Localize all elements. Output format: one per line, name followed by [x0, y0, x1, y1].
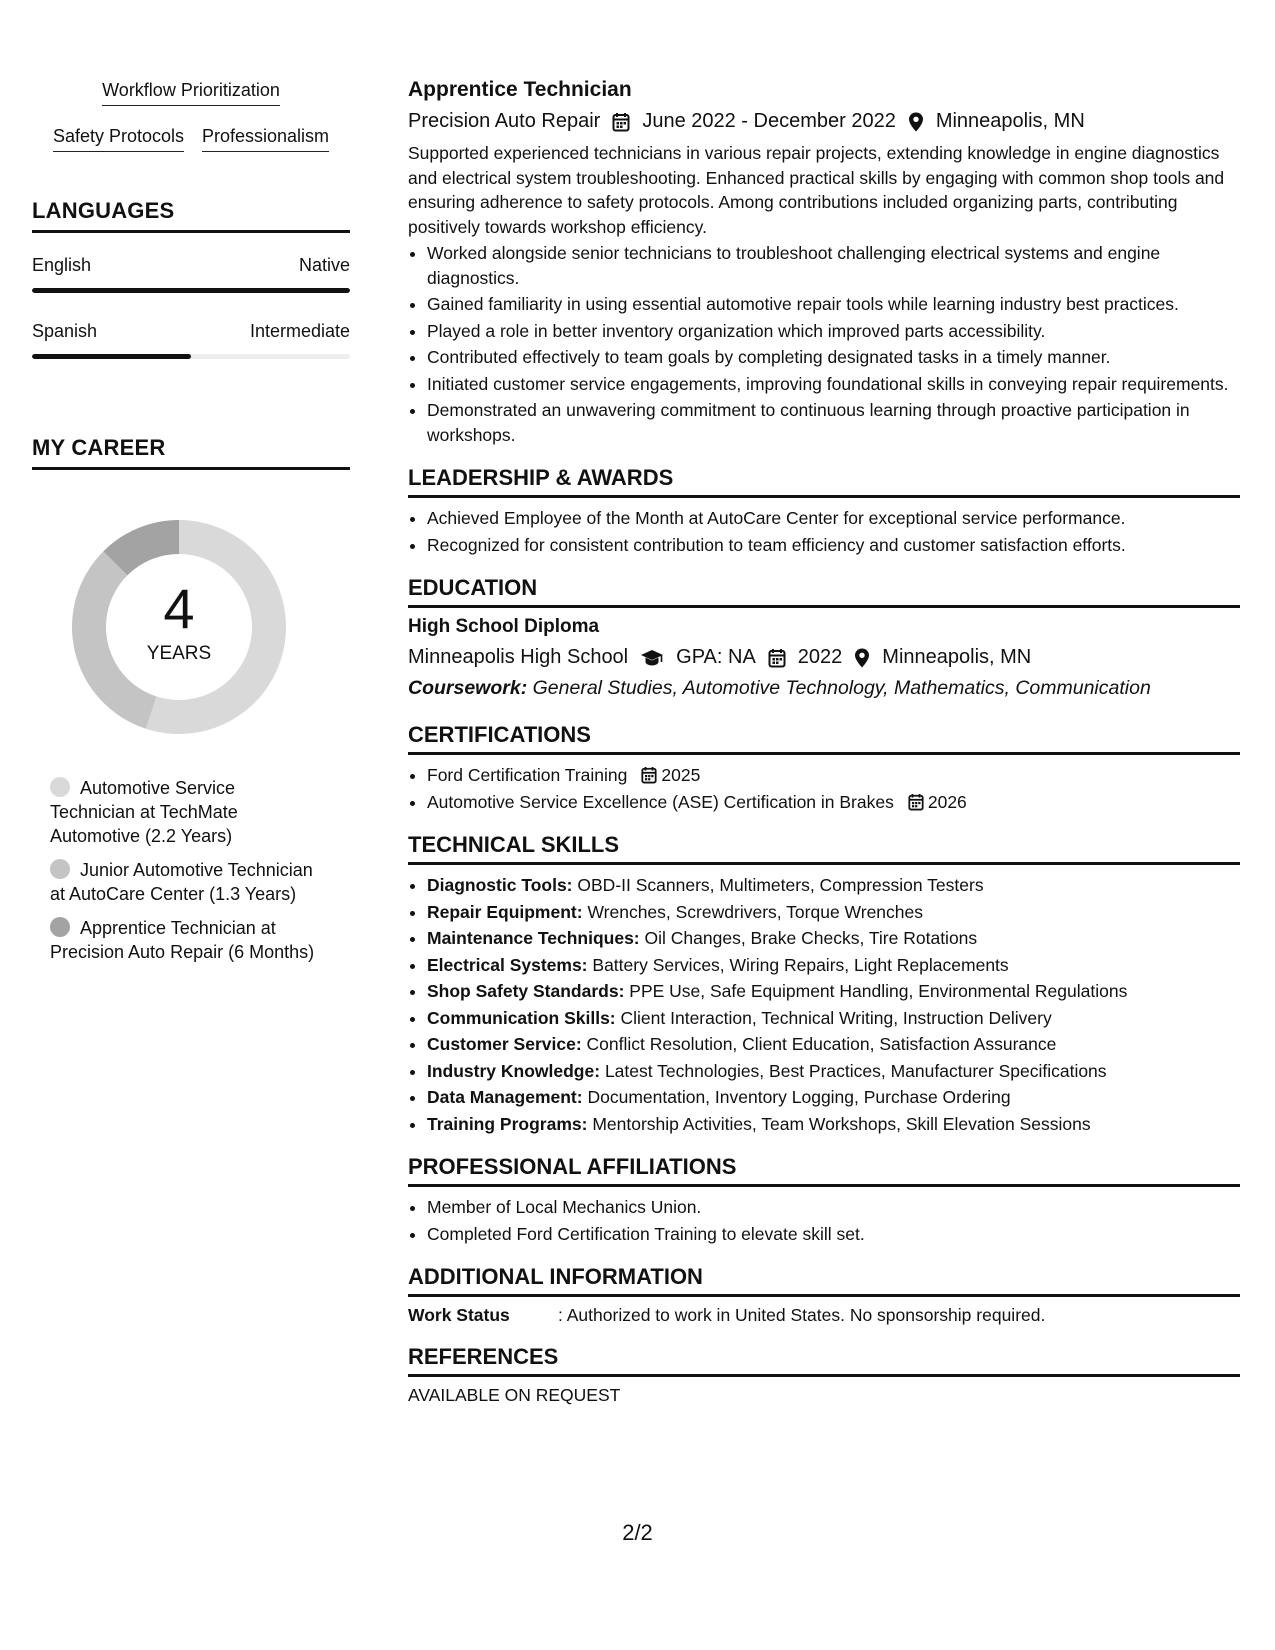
sidebar — [32, 80, 350, 974]
calendar-icon — [612, 112, 630, 132]
education-year: 2022 — [797, 646, 843, 668]
skill-label: Electrical Systems: — [427, 954, 588, 975]
skill-tags-row — [32, 80, 350, 106]
career-legend — [50, 776, 320, 964]
skill-tag: Safety Protocols — [53, 126, 184, 152]
certification-name: • Ford Certification Training — [427, 765, 628, 785]
job-bullet: • Gained familiarity in using essential automotive repair tools while learning industry best practices. — [427, 292, 1240, 317]
work-status-value: : Authorized to work in United States. No sponsorship required. — [558, 1305, 1046, 1325]
skill-label: Data Management: — [427, 1087, 583, 1107]
affiliations-section — [408, 1154, 1240, 1246]
language-item — [32, 255, 350, 293]
skill-tag: Professionalism — [202, 126, 329, 152]
skill-value: Client Interaction, Technical Writing, Instruction Delivery — [620, 1007, 1052, 1028]
skill-item — [427, 873, 1240, 898]
job-bullet: • Initiated customer service engagements, improving foundational skills in conveying repair requirements. — [427, 372, 1240, 397]
education-school: Minneapolis High School — [408, 646, 629, 668]
legend-label: Automotive Service Technician at TechMate Automotive (2.2 Years) — [50, 778, 238, 846]
skill-item — [427, 1112, 1240, 1137]
languages-heading: LANGUAGES — [32, 198, 350, 233]
leadership-item: • Achieved Employee of the Month at AutoCare Center for exceptional service performance. — [427, 506, 1240, 531]
leadership-item: • Recognized for consistent contribution to team efficiency and customer satisfaction efforts. — [427, 533, 1240, 558]
skill-value: OBD-II Scanners, Multimeters, Compression Testers — [577, 875, 984, 895]
job-bullet: • Played a role in better inventory organization which improved parts accessibility. — [427, 319, 1240, 344]
additional-info-heading: ADDITIONAL INFORMATION — [408, 1264, 1240, 1297]
skill-item — [427, 1032, 1240, 1057]
affiliations-heading: PROFESSIONAL AFFILIATIONS — [408, 1154, 1240, 1187]
work-status-label: Work Status — [408, 1305, 510, 1325]
skill-label: Maintenance Techniques: — [427, 928, 640, 948]
skill-item — [427, 979, 1240, 1004]
page-number: 2/2 — [622, 1520, 653, 1545]
job-location: Minneapolis, MN — [935, 110, 1085, 132]
skill-value: Latest Technologies, Best Practices, Manufacturer Specifications — [604, 1060, 1107, 1081]
calendar-icon — [768, 648, 786, 668]
language-level: Native — [298, 255, 350, 275]
skill-value: PPE Use, Safe Equipment Handling, Environmental Regulations — [629, 981, 1128, 1001]
job-meta — [408, 110, 1240, 133]
affiliation-item: • Member of Local Mechanics Union. — [427, 1195, 1240, 1220]
certifications-section — [408, 722, 1240, 814]
language-bar-fill — [32, 288, 350, 293]
career-legend-item — [50, 858, 320, 906]
education-coursework — [408, 677, 1240, 700]
affiliation-item: • Completed Ford Certification Training to elevate skill set. — [427, 1222, 1240, 1247]
education-location: Minneapolis, MN — [882, 646, 1032, 668]
main-content — [408, 78, 1240, 1406]
certification-item — [427, 790, 1240, 815]
location-pin-icon — [854, 648, 870, 668]
work-status-row — [408, 1305, 1240, 1326]
job-company: Precision Auto Repair — [408, 110, 601, 132]
job-bullet: • Contributed effectively to team goals by completing designated tasks in a timely manner. — [427, 345, 1240, 370]
skill-item — [427, 953, 1240, 978]
skill-item — [427, 1085, 1240, 1110]
certification-item — [427, 763, 1240, 788]
skill-label: Repair Equipment: — [427, 901, 583, 922]
language-name: Spanish — [32, 321, 98, 341]
calendar-icon — [908, 793, 924, 811]
job-bullets — [408, 241, 1240, 447]
skill-tags-row — [32, 126, 350, 152]
language-bar — [32, 288, 350, 293]
job-entry — [408, 78, 1240, 447]
skill-label: Training Programs: — [427, 1113, 588, 1134]
career-total-years: 4 — [163, 577, 195, 640]
skill-value: Wrenches, Screwdrivers, Torque Wrenches — [587, 901, 924, 922]
language-item — [32, 321, 350, 359]
skill-item — [427, 900, 1240, 925]
references-section — [408, 1344, 1240, 1406]
skill-tag: Workflow Prioritization — [102, 80, 280, 106]
additional-info-section — [408, 1264, 1240, 1326]
references-text: AVAILABLE ON REQUEST — [408, 1385, 621, 1405]
education-meta — [408, 646, 1240, 669]
skill-label: Customer Service: — [427, 1034, 582, 1054]
certification-year: 2026 — [927, 791, 967, 812]
language-level: Intermediate — [249, 321, 350, 341]
leadership-heading: LEADERSHIP & AWARDS — [408, 465, 1240, 498]
language-bar — [32, 354, 350, 359]
technical-skills-heading: TECHNICAL SKILLS — [408, 832, 1240, 865]
location-pin-icon — [908, 112, 924, 132]
career-heading: MY CAREER — [32, 435, 350, 470]
career-donut-chart — [66, 514, 292, 740]
skill-value: Oil Changes, Brake Checks, Tire Rotations — [644, 928, 978, 948]
coursework-label: Coursework: — [408, 677, 528, 699]
leadership-section — [408, 465, 1240, 557]
skill-value: Battery Services, Wiring Repairs, Light Replacements — [592, 954, 1009, 975]
education-heading: EDUCATION — [408, 575, 1240, 608]
skill-item — [427, 1006, 1240, 1031]
references-heading: REFERENCES — [408, 1344, 1240, 1377]
language-name: English — [32, 255, 92, 275]
certifications-heading: CERTIFICATIONS — [408, 722, 1240, 755]
graduation-cap-icon — [640, 649, 664, 667]
language-bar-fill — [32, 354, 191, 359]
coursework-value: General Studies, Automotive Technology, Mathematics, Communication — [532, 677, 1151, 699]
job-summary: Supported experienced technicians in various repair projects, extending knowledge in engine diagnostics and electrical system troubleshooting. Enhanced practical skills by engaging with common shop tools and ensuring adherence to safety protocols. Among contributions included organizing parts, contributing positively towards workshop efficiency. — [408, 143, 1225, 237]
career-legend-item — [50, 776, 320, 848]
job-bullet: • Demonstrated an unwavering commitment to continuous learning through proactive participation in workshops. — [427, 398, 1240, 447]
certification-year: 2025 — [661, 765, 701, 785]
legend-label: Junior Automotive Technician at AutoCare Center (1.3 Years) — [50, 860, 313, 904]
skill-item — [427, 1059, 1240, 1084]
legend-dot — [50, 917, 70, 937]
education-gpa: GPA: NA — [676, 646, 756, 668]
skill-label: Diagnostic Tools: — [427, 875, 573, 895]
legend-dot — [50, 859, 70, 879]
skill-label: Industry Knowledge: — [427, 1060, 601, 1081]
job-bullet: • Worked alongside senior technicians to troubleshoot challenging electrical systems and engine diagnostics. — [427, 241, 1240, 290]
skill-value: Mentorship Activities, Team Workshops, Skill Elevation Sessions — [592, 1113, 1091, 1134]
calendar-icon — [641, 766, 657, 784]
certification-name: • Automotive Service Excellence (ASE) Certification in Brakes — [427, 791, 894, 812]
legend-dot — [50, 777, 70, 797]
education-degree: High School Diploma — [408, 616, 600, 637]
skill-value: Conflict Resolution, Client Education, Satisfaction Assurance — [586, 1034, 1057, 1054]
job-title: Apprentice Technician — [408, 78, 632, 101]
skill-value: Documentation, Inventory Logging, Purchase Ordering — [587, 1087, 1011, 1107]
career-legend-item — [50, 916, 320, 964]
job-dates: June 2022 - December 2022 — [642, 110, 896, 132]
education-section — [408, 575, 1240, 700]
legend-label: Apprentice Technician at Precision Auto Repair (6 Months) — [50, 918, 315, 962]
skill-label: Shop Safety Standards: — [427, 981, 625, 1001]
technical-skills-section — [408, 832, 1240, 1136]
career-years-unit: YEARS — [146, 643, 212, 664]
skill-label: Communication Skills: — [427, 1007, 616, 1028]
skill-item — [427, 926, 1240, 951]
